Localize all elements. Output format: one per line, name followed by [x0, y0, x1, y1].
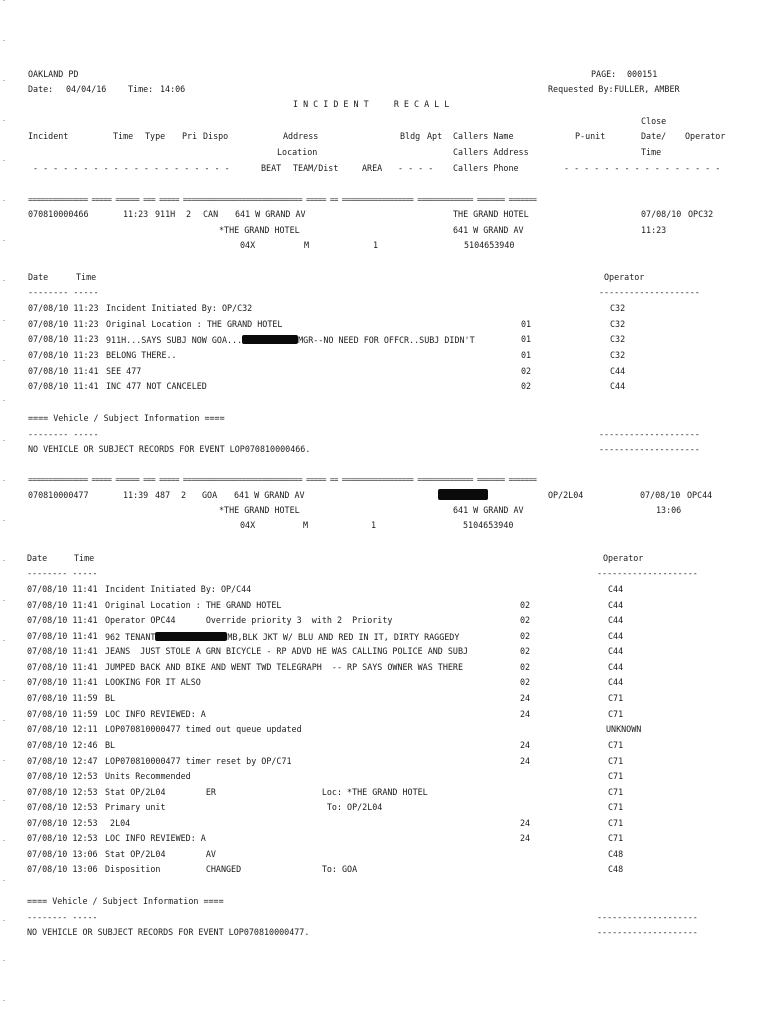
log-operator: C32 — [610, 334, 626, 344]
log-operator: C71 — [608, 771, 624, 781]
incident-dispo: GOA — [202, 490, 218, 500]
col-team: TEAM/Dist — [293, 163, 339, 173]
log-text: Incident Initiated By: OP/C44 — [105, 584, 252, 594]
page-number: 000151 — [627, 69, 658, 79]
vehicle-dashes-right: -------------------- — [597, 912, 698, 922]
incident-address: 641 W GRAND AV — [234, 490, 305, 500]
log-text: Operator OPC44 Override priority 3 with 2 Priority — [105, 615, 393, 625]
incident-area: 1 — [371, 520, 377, 530]
requested-by-label: Requested By: — [548, 84, 614, 94]
log-operator: C44 — [608, 615, 624, 625]
log-text: Units Recommended — [105, 771, 191, 781]
page-label: PAGE: — [591, 69, 617, 79]
log-date-header: Date — [28, 272, 49, 282]
vehicle-heading: ==== Vehicle / Subject Information ==== — [28, 413, 225, 423]
log-code: 24 — [520, 709, 531, 719]
agency-name: OAKLAND PD — [28, 69, 79, 79]
log-code: 24 — [520, 756, 531, 766]
col-pri: Pri — [182, 131, 198, 141]
log-operator: C71 — [608, 787, 624, 797]
incident-callers-phone: 5104653940 — [464, 240, 515, 250]
log-operator-header: Operator — [604, 272, 645, 282]
log-text: Original Location : THE GRAND HOTEL — [106, 319, 283, 329]
log-code: 02 — [520, 615, 531, 625]
log-operator: C32 — [610, 303, 626, 313]
log-timestamp: 07/08/10 12:53 — [27, 787, 98, 797]
log-timestamp: 07/08/10 12:47 — [27, 756, 98, 766]
log-code: 02 — [520, 631, 531, 641]
log-date-header: Date — [27, 553, 48, 563]
log-operator: C71 — [608, 833, 624, 843]
report-time: 14:06 — [160, 84, 186, 94]
incident-pri: 2 — [186, 209, 192, 219]
log-operator: UNKNOWN — [606, 724, 642, 734]
log-text: LOOKING FOR IT ALSO — [105, 677, 201, 687]
log-text: Incident Initiated By: OP/C32 — [106, 303, 253, 313]
log-timestamp: 07/08/10 12:53 — [27, 802, 98, 812]
vehicle-dashes: -------- ----- — [27, 912, 98, 922]
log-operator-dashes: -------------------- — [599, 287, 700, 297]
vehicle-dashes-right: -------------------- — [599, 429, 700, 439]
report-date: 04/04/16 — [66, 84, 107, 94]
col-bldg: Bldg — [400, 131, 421, 141]
log-text: JEANS JUST STOLE A GRN BICYCLE - RP ADVD HE WAS CALLING POLICE AND SUBJ — [105, 646, 469, 656]
incident-dispo: CAN — [203, 209, 219, 219]
log-code: 01 — [521, 350, 532, 360]
log-timestamp: 07/08/10 11:23 — [28, 350, 99, 360]
log-text: BL — [105, 740, 116, 750]
log-operator: C44 — [608, 646, 624, 656]
log-text: Stat OP/2L04 ER Loc: *THE GRAND HOTEL — [105, 787, 428, 797]
log-operator: C44 — [608, 662, 624, 672]
report-title: I N C I D E N T R E C A L L — [293, 99, 450, 109]
log-operator: C71 — [608, 693, 624, 703]
log-timestamp: 07/08/10 11:41 — [27, 631, 98, 641]
redaction-bar — [242, 335, 298, 344]
incident-address: 641 W GRAND AV — [235, 209, 306, 219]
log-timestamp: 07/08/10 13:06 — [27, 864, 98, 874]
log-timestamp: 07/08/10 12:53 — [27, 771, 98, 781]
incident-team: M — [304, 240, 310, 250]
log-code: 02 — [520, 662, 531, 672]
log-timestamp: 07/08/10 11:41 — [27, 646, 98, 656]
incident-number: 070810000477 — [28, 490, 89, 500]
col-apt: Apt — [427, 131, 443, 141]
log-code: 02 — [521, 381, 532, 391]
col-beat: BEAT — [261, 163, 282, 173]
log-text: Stat OP/2L04 AV — [105, 849, 216, 859]
col-address: Address — [283, 131, 319, 141]
col-callers-name: Callers Name — [453, 131, 514, 141]
log-operator: C32 — [610, 319, 626, 329]
incident-team: M — [303, 520, 309, 530]
log-text: 911H...SAYS SUBJ NOW GOA... MGR--NO NEED FOR OFFCR..SUBJ DIDN'T — [106, 335, 475, 345]
redaction-bar — [155, 632, 227, 641]
col-incident: Incident — [28, 131, 69, 141]
col-time: Time — [113, 131, 134, 141]
log-code: 01 — [521, 319, 532, 329]
log-timestamp: 07/08/10 11:41 — [27, 600, 98, 610]
log-text: LOC INFO REVIEWED: A — [105, 709, 206, 719]
incident-callers-address: 641 W GRAND AV — [453, 225, 524, 235]
incident-area: 1 — [373, 240, 379, 250]
log-text: Original Location : THE GRAND HOTEL — [105, 600, 282, 610]
col-punit: P-unit — [575, 131, 606, 141]
vehicle-dashes-right: -------------------- — [599, 444, 700, 454]
log-operator-dashes: -------------------- — [597, 568, 698, 578]
log-operator: C71 — [608, 818, 624, 828]
log-operator: C44 — [610, 381, 626, 391]
incident-location: *THE GRAND HOTEL — [219, 505, 300, 515]
scan-edge-dots — [3, 0, 5, 1024]
col-area: AREA — [362, 163, 383, 173]
log-date-dashes: -------- ----- — [27, 568, 98, 578]
log-code: 24 — [520, 833, 531, 843]
log-text: JUMPED BACK AND BIKE AND WENT TWD TELEGRAPH -- RP SAYS OWNER WAS THERE — [105, 662, 463, 672]
col-callers-phone: Callers Phone — [453, 163, 519, 173]
incident-callers-name: THE GRAND HOTEL — [453, 209, 529, 219]
separator-line: =============== ===== ====== === ===== ============================== ===== == ================== ============== ======= ======= — [28, 475, 537, 484]
log-operator: C44 — [608, 677, 624, 687]
report-time-label: Time: — [128, 84, 154, 94]
redaction-bar — [438, 489, 488, 500]
col-close-date: Date/ — [641, 131, 667, 141]
log-time-header: Time — [76, 272, 97, 282]
log-code: 02 — [521, 366, 532, 376]
incident-operator: OPC32 — [688, 209, 714, 219]
log-operator: C71 — [608, 709, 624, 719]
log-text: LOP070810000477 timer reset by OP/C71 — [105, 756, 292, 766]
col-close-time: Time — [641, 147, 662, 157]
log-timestamp: 07/08/10 11:41 — [27, 662, 98, 672]
vehicle-dashes: -------- ----- — [28, 429, 99, 439]
incident-close-date: 07/08/10 — [641, 209, 682, 219]
log-timestamp: 07/08/10 11:41 — [27, 615, 98, 625]
log-timestamp: 07/08/10 12:53 — [27, 833, 98, 843]
log-operator: C48 — [608, 864, 624, 874]
incident-pri: 2 — [181, 490, 187, 500]
log-text: LOP070810000477 timed out queue updated — [105, 724, 302, 734]
log-date-dashes: -------- ----- — [28, 287, 99, 297]
log-timestamp: 07/08/10 11:41 — [28, 381, 99, 391]
log-code: 02 — [520, 677, 531, 687]
vehicle-note: NO VEHICLE OR SUBJECT RECORDS FOR EVENT LOP070810000466. — [28, 444, 311, 454]
log-timestamp: 07/08/10 11:59 — [27, 693, 98, 703]
col-operator: Operator — [685, 131, 726, 141]
log-code: 24 — [520, 693, 531, 703]
log-text: Primary unit To: OP/2L04 — [105, 802, 383, 812]
log-code: 02 — [520, 646, 531, 656]
log-operator-header: Operator — [603, 553, 644, 563]
log-text: Disposition CHANGED To: GOA — [105, 864, 358, 874]
log-operator: C48 — [608, 849, 624, 859]
incident-close-time: 11:23 — [641, 225, 667, 235]
col-area-dashes: - - - - — [398, 163, 434, 173]
incident-close-date: 07/08/10 — [640, 490, 681, 500]
incident-operator: OPC44 — [687, 490, 713, 500]
separator-line: =============== ===== ====== === ===== ============================== ===== == ================== ============== ======= ======= — [28, 195, 537, 204]
log-operator: C44 — [608, 631, 624, 641]
log-timestamp: 07/08/10 11:23 — [28, 319, 99, 329]
incident-type: 487 — [155, 490, 171, 500]
log-code: 01 — [521, 334, 532, 344]
log-code: 24 — [520, 818, 531, 828]
incident-callers-phone: 5104653940 — [463, 520, 514, 530]
log-code: 24 — [520, 740, 531, 750]
log-text: SEE 477 — [106, 366, 142, 376]
col-type: Type — [145, 131, 166, 141]
incident-beat: 04X — [240, 520, 256, 530]
vehicle-note: NO VEHICLE OR SUBJECT RECORDS FOR EVENT LOP070810000477. — [27, 927, 310, 937]
log-timestamp: 07/08/10 13:06 — [27, 849, 98, 859]
requested-by: FULLER, AMBER — [614, 84, 680, 94]
vehicle-heading: ==== Vehicle / Subject Information ==== — [27, 896, 224, 906]
log-text: BELONG THERE.. — [106, 350, 177, 360]
header-dashes-left: - - - - - - - - - - - - - - - - - - - - — [33, 163, 230, 173]
log-operator: C44 — [610, 366, 626, 376]
log-text: 962 TENANT MB,BLK JKT W/ BLU AND RED IN IT, DIRTY RAGGEDY — [105, 632, 460, 642]
incident-callers-name — [438, 489, 488, 500]
log-operator: C71 — [608, 802, 624, 812]
log-operator: C44 — [608, 600, 624, 610]
col-close: Close — [641, 116, 667, 126]
log-timestamp: 07/08/10 11:41 — [28, 366, 99, 376]
log-text: 2L04 — [105, 818, 131, 828]
incident-location: *THE GRAND HOTEL — [219, 225, 300, 235]
log-timestamp: 07/08/10 12:53 — [27, 818, 98, 828]
log-text: INC 477 NOT CANCELED — [106, 381, 207, 391]
log-timestamp: 07/08/10 11:59 — [27, 709, 98, 719]
col-location: Location — [277, 147, 318, 157]
log-time-header: Time — [74, 553, 95, 563]
incident-close-time: 13:06 — [656, 505, 682, 515]
log-operator: C71 — [608, 740, 624, 750]
vehicle-dashes-right: -------------------- — [597, 927, 698, 937]
log-text: LOC INFO REVIEWED: A — [105, 833, 206, 843]
header-dashes-right: - - - - - - - - - - - - - - - - — [564, 163, 721, 173]
incident-punit: OP/2L04 — [548, 490, 584, 500]
log-text: BL — [105, 693, 116, 703]
incident-time: 11:39 — [123, 490, 149, 500]
incident-number: 070810000466 — [28, 209, 89, 219]
log-operator: C32 — [610, 350, 626, 360]
log-timestamp: 07/08/10 11:41 — [27, 584, 98, 594]
log-operator: C44 — [608, 584, 624, 594]
incident-type: 911H — [155, 209, 176, 219]
incident-beat: 04X — [240, 240, 256, 250]
log-code: 02 — [520, 600, 531, 610]
incident-time: 11:23 — [123, 209, 149, 219]
log-timestamp: 07/08/10 11:23 — [28, 303, 99, 313]
report-date-label: Date: — [28, 84, 54, 94]
log-timestamp: 07/08/10 11:23 — [28, 334, 99, 344]
incident-callers-address: 641 W GRAND AV — [453, 505, 524, 515]
log-timestamp: 07/08/10 11:41 — [27, 677, 98, 687]
col-callers-address: Callers Address — [453, 147, 529, 157]
col-dispo: Dispo — [203, 131, 229, 141]
log-operator: C71 — [608, 756, 624, 766]
log-timestamp: 07/08/10 12:46 — [27, 740, 98, 750]
log-timestamp: 07/08/10 12:11 — [27, 724, 98, 734]
